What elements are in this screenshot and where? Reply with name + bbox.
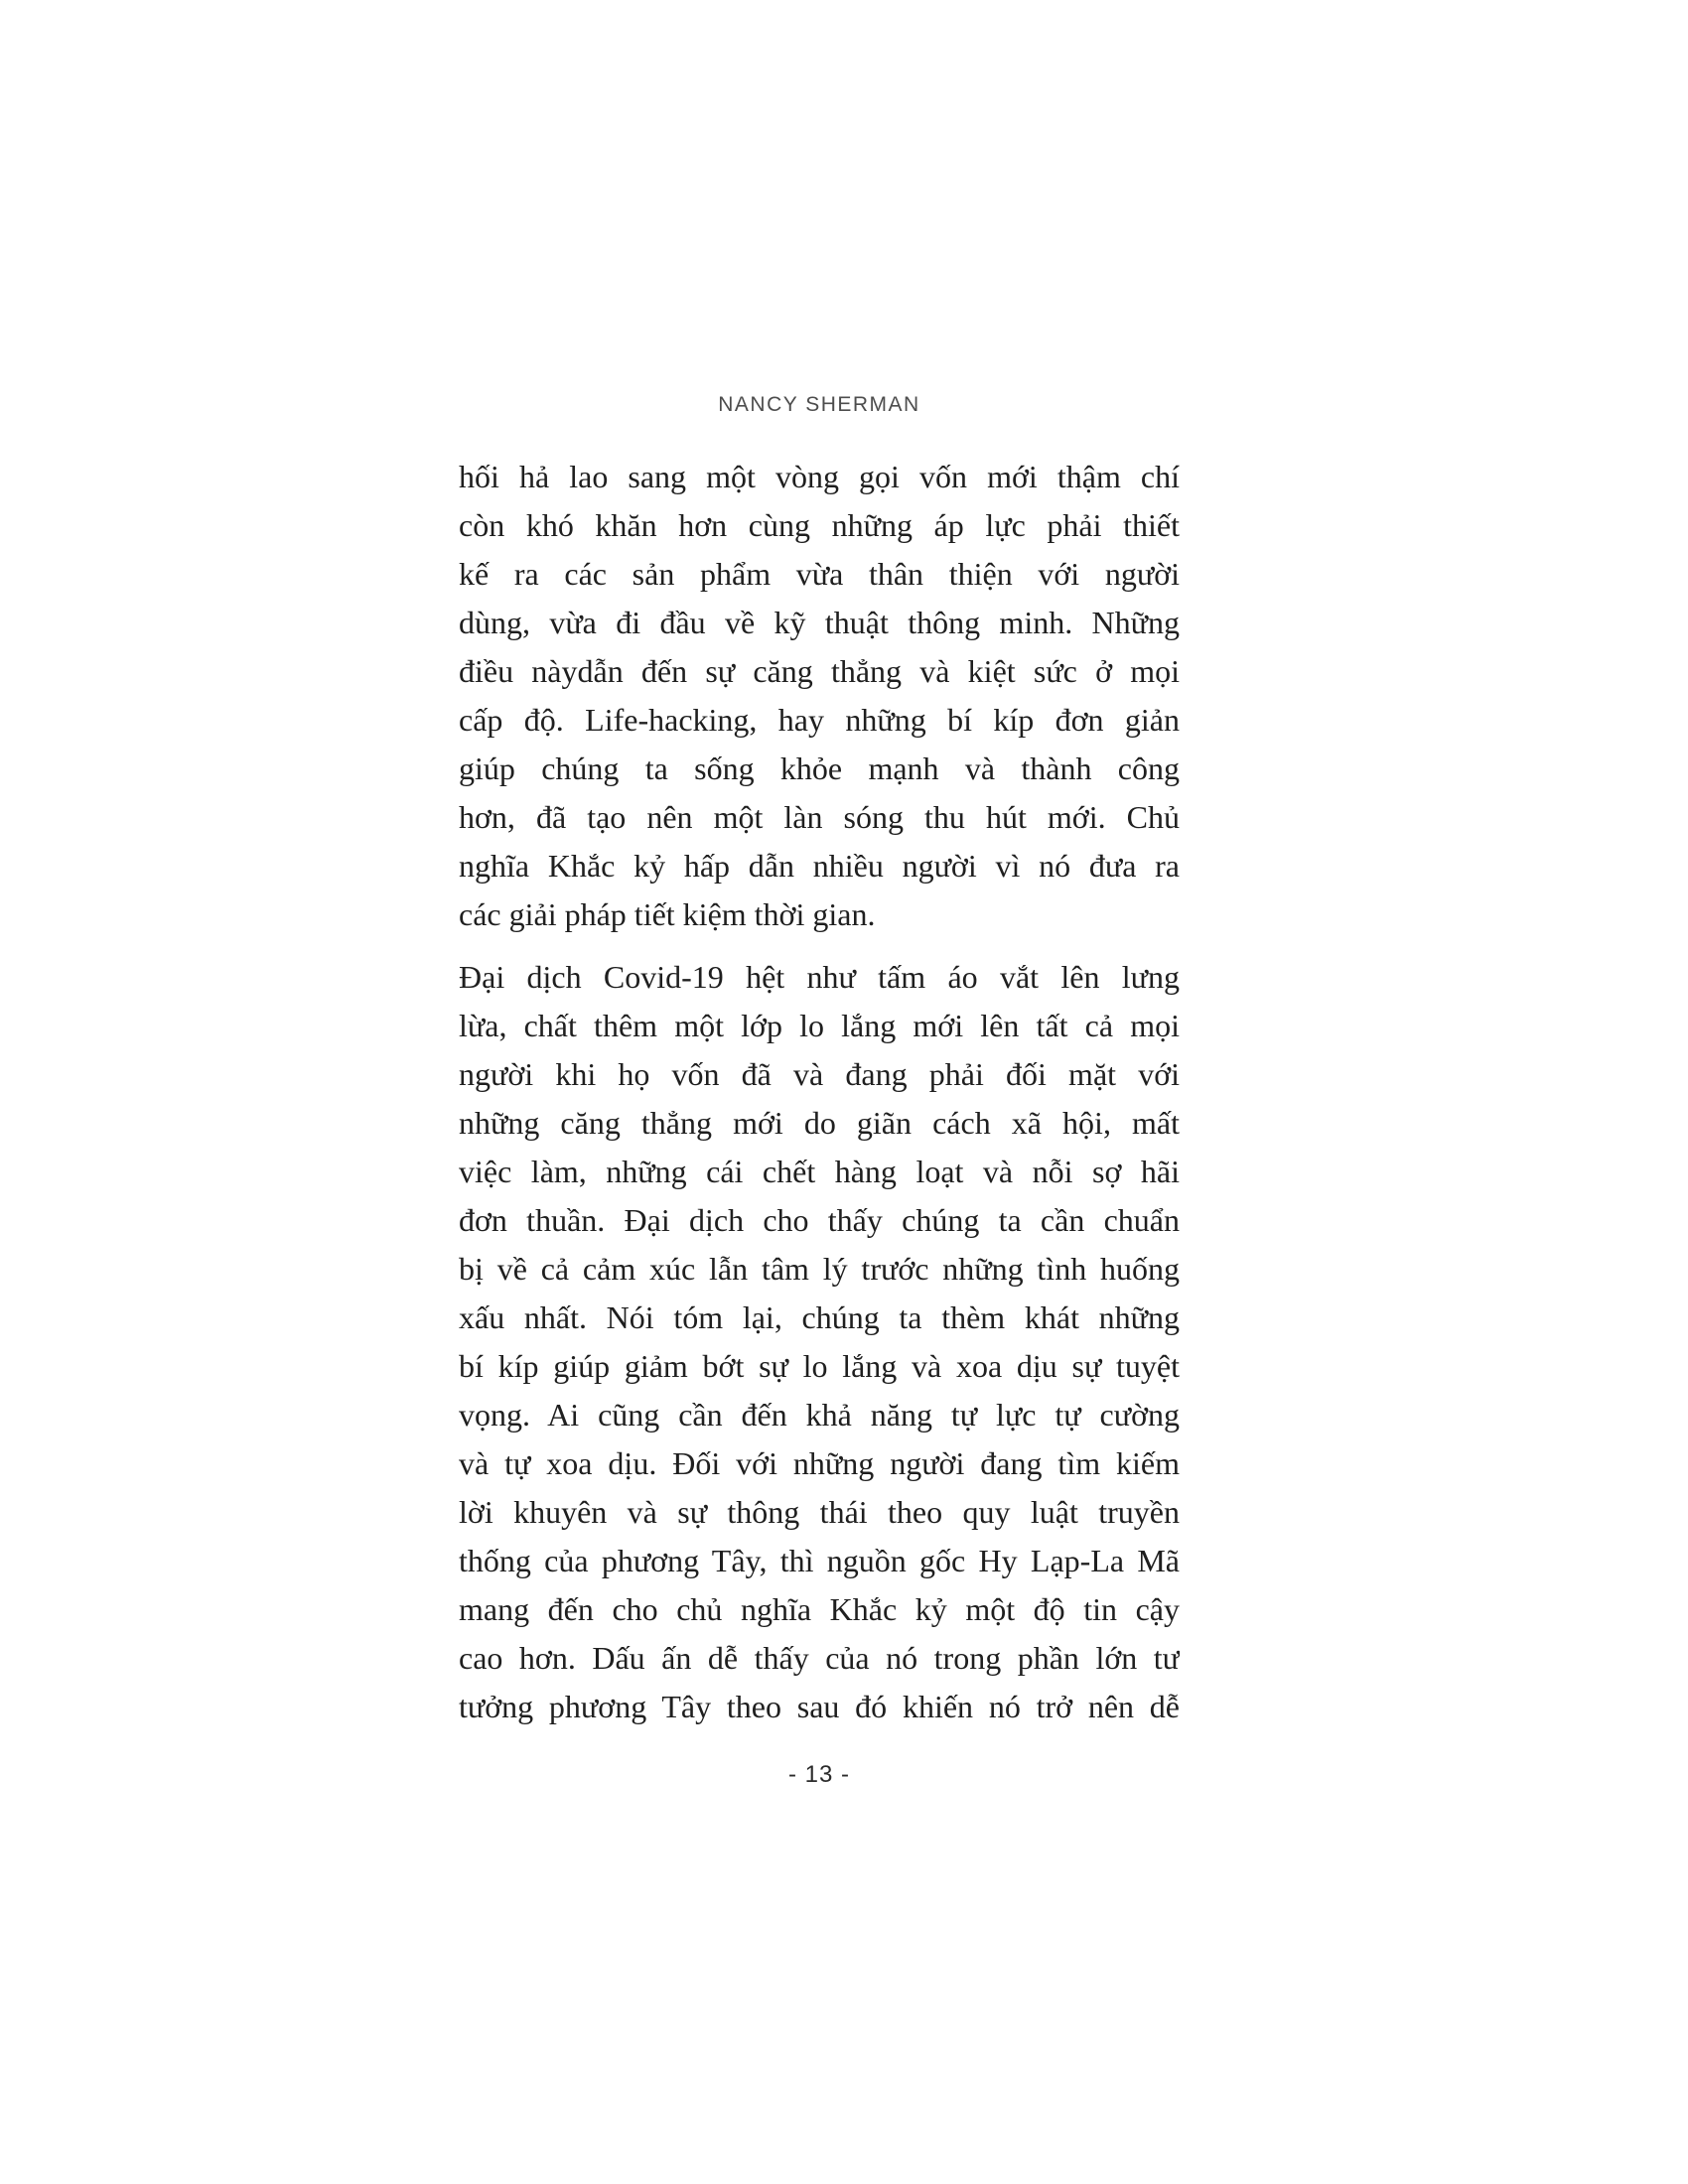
text-line: thống của phương Tây, thì nguồn gốc Hy Lạp-La Mã xyxy=(459,1543,1180,1578)
text-line: hối hả lao sang một vòng gọi vốn mới thậm chí xyxy=(459,459,1180,494)
text-line: cao hơn. Dấu ấn dễ thấy của nó trong phần lớn tư xyxy=(459,1640,1180,1676)
text-line: kế ra các sản phẩm vừa thân thiện với người xyxy=(459,556,1180,592)
body-text-block xyxy=(459,453,1180,1731)
text-line: nghĩa Khắc kỷ hấp dẫn nhiều người vì nó đưa ra xyxy=(459,848,1180,884)
paragraph-2 xyxy=(459,953,1180,1731)
text-line: đơn thuần. Đại dịch cho thấy chúng ta cần chuẩn xyxy=(459,1202,1180,1238)
text-line: bí kíp giúp giảm bớt sự lo lắng và xoa dịu sự tuyệt xyxy=(459,1348,1180,1384)
text-line: tưởng phương Tây theo sau đó khiến nó trở nên dễ xyxy=(459,1689,1180,1724)
text-line: Đại dịch Covid-19 hệt như tấm áo vắt lên lưng xyxy=(459,959,1180,995)
paragraph-1 xyxy=(459,453,1180,939)
text-line: còn khó khăn hơn cùng những áp lực phải thiết xyxy=(459,507,1180,543)
running-header: NANCY SHERMAN xyxy=(718,393,920,416)
text-line: hơn, đã tạo nên một làn sóng thu hút mới. Chủ xyxy=(459,799,1180,835)
page-number: - 13 - xyxy=(787,1761,850,1788)
text-line: mang đến cho chủ nghĩa Khắc kỷ một độ tin cậy xyxy=(459,1591,1180,1627)
text-line: và tự xoa dịu. Đối với những người đang tìm kiếm xyxy=(459,1445,1180,1481)
text-line: lời khuyên và sự thông thái theo quy luật truyền xyxy=(459,1494,1180,1530)
text-line: cấp độ. Life-hacking, hay những bí kíp đơn giản xyxy=(459,702,1180,738)
text-line: những căng thẳng mới do giãn cách xã hội, mất xyxy=(459,1105,1180,1141)
text-line: lừa, chất thêm một lớp lo lắng mới lên tất cả mọi xyxy=(459,1008,1180,1043)
text-line: bị về cả cảm xúc lẫn tâm lý trước những tình huống xyxy=(459,1251,1180,1287)
text-line: giúp chúng ta sống khỏe mạnh và thành công xyxy=(459,751,1180,786)
text-line: người khi họ vốn đã và đang phải đối mặt với xyxy=(459,1056,1180,1092)
text-line: việc làm, những cái chết hàng loạt và nỗi sợ hãi xyxy=(459,1154,1180,1189)
text-line: điều nàydẫn đến sự căng thẳng và kiệt sức ở mọi xyxy=(459,653,1180,689)
text-line: dùng, vừa đi đầu về kỹ thuật thông minh. Những xyxy=(459,605,1180,640)
text-line: các giải pháp tiết kiệm thời gian. xyxy=(459,896,876,932)
text-line: xấu nhất. Nói tóm lại, chúng ta thèm khát những xyxy=(459,1299,1180,1335)
text-line: vọng. Ai cũng cần đến khả năng tự lực tự cường xyxy=(459,1397,1180,1433)
